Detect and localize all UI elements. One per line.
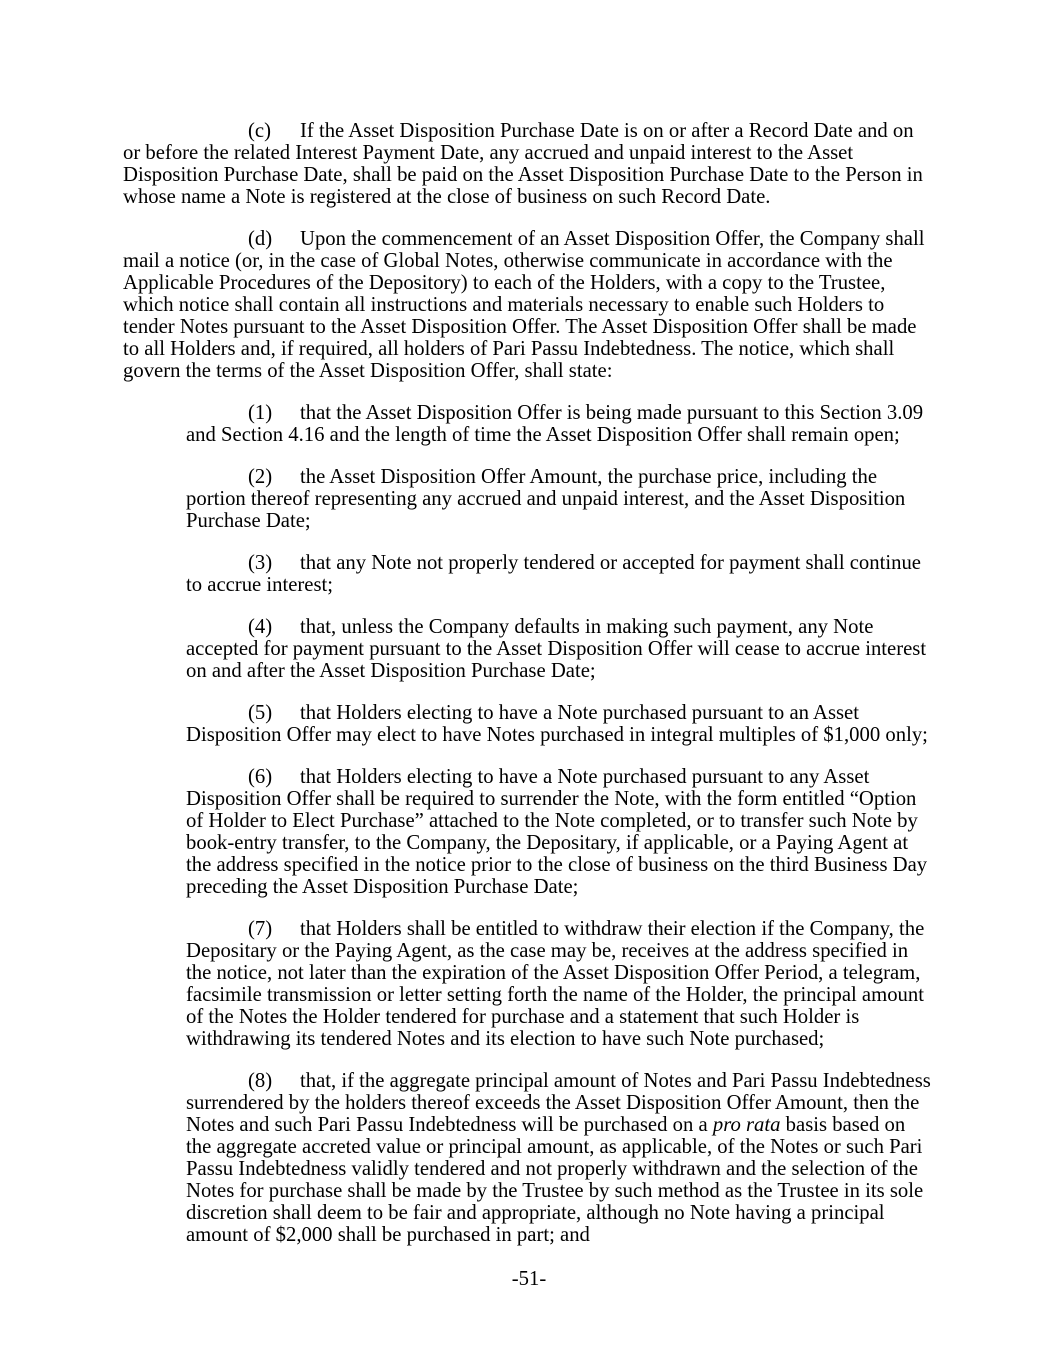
item-label: (5) <box>248 702 273 724</box>
list-item-1 <box>186 402 935 446</box>
item-label: (2) <box>248 466 273 488</box>
item-text-italic: pro rata <box>712 1114 781 1136</box>
item-label: (4) <box>248 616 273 638</box>
page-number: -51- <box>511 1268 547 1290</box>
item-text: that Holders electing to have a Note purchased pursuant to any Asset Disposition Offer shall be required to surrender the Note, with the form entitled “Option of Holder to Elect Purchase” attached to the Note completed, or to transfer such Note by book-entry transfer, to the Company, the Depositary, if applicable, or a Paying Agent at the address specified in the notice prior to the close of business on the third Business Day preceding the Asset Disposition Purchase Date; <box>186 766 928 898</box>
paragraph-d <box>123 228 935 382</box>
item-label: (7) <box>248 918 273 940</box>
paragraph-c <box>123 120 935 208</box>
paragraph-label: (d) <box>248 228 273 250</box>
paragraph-text: If the Asset Disposition Purchase Date is on or after a Record Date and on or before the related Interest Payment Date, any accrued and unpaid interest to the Asset Disposition Purchase Date, shall be paid on the Asset Disposition Purchase Date to the Person in whose name a Note is registered at the close of business on such Record Date. <box>123 120 923 208</box>
item-text-before: that, if the aggregate principal amount of Notes and Pari Passu Indebtedness surrendered by the holders thereof exceeds the Asset Disposition Offer Amount, then the Notes and such Pari Passu Indebtedness will be purchased on a <box>186 1070 931 1136</box>
item-text: that any Note not properly tendered or accepted for payment shall continue to accrue interest; <box>186 552 921 596</box>
item-label: (3) <box>248 552 273 574</box>
list-item-3 <box>186 552 935 596</box>
item-label: (1) <box>248 402 273 424</box>
paragraph-label: (c) <box>248 120 271 142</box>
list-item-8 <box>186 1070 935 1246</box>
list-item-4 <box>186 616 935 682</box>
item-text-after: basis based on the aggregate accreted value or principal amount, as applicable, of the Notes or such Pari Passu Indebtedness validly tendered and not properly withdrawn and the selection of the Notes for purchase shall be made by the Trustee by such method as the Trustee in its sole discretion shall deem to be fair and appropriate, although no Note having a principal amount of $2,000 shall be purchased in part; and <box>186 1114 924 1246</box>
item-text: that Holders electing to have a Note purchased pursuant to an Asset Disposition Offer may elect to have Notes purchased in integral multiples of $1,000 only; <box>186 702 928 746</box>
item-text: that, unless the Company defaults in making such payment, any Note accepted for payment pursuant to the Asset Disposition Offer will cease to accrue interest on and after the Asset Disposition Purchase Date; <box>186 616 927 682</box>
list-item-5 <box>186 702 935 746</box>
item-text: that Holders shall be entitled to withdraw their election if the Company, the Depositary or the Paying Agent, as the case may be, receives at the address specified in the notice, not later than the expiration of the Asset Disposition Offer Period, a telegram, facsimile transmission or letter setting forth the name of the Holder, the principal amount of the Notes the Holder tendered for purchase and a statement that such Holder is withdrawing its tendered Notes and its election to have such Note purchased; <box>186 918 925 1050</box>
paragraph-text: Upon the commencement of an Asset Disposition Offer, the Company shall mail a notice (or, in the case of Global Notes, otherwise communicate in accordance with the Applicable Procedures of the Depository) to each of the Holders, with a copy to the Trustee, which notice shall contain all instructions and materials necessary to enable such Holders to tender Notes pursuant to the Asset Disposition Offer. The Asset Disposition Offer shall be made to all Holders and, if required, all holders of Pari Passu Indebtedness. The notice, which shall govern the terms of the Asset Disposition Offer, shall state: <box>123 228 925 382</box>
item-text: that the Asset Disposition Offer is being made pursuant to this Section 3.09 and Section 4.16 and the length of time the Asset Disposition Offer shall remain open; <box>186 402 924 446</box>
list-item-7 <box>186 918 935 1050</box>
item-label: (8) <box>248 1070 273 1092</box>
item-text: the Asset Disposition Offer Amount, the purchase price, including the portion thereof representing any accrued and unpaid interest, and the Asset Disposition Purchase Date; <box>186 466 906 532</box>
list-item-2 <box>186 466 935 532</box>
item-label: (6) <box>248 766 273 788</box>
list-item-6 <box>186 766 935 898</box>
